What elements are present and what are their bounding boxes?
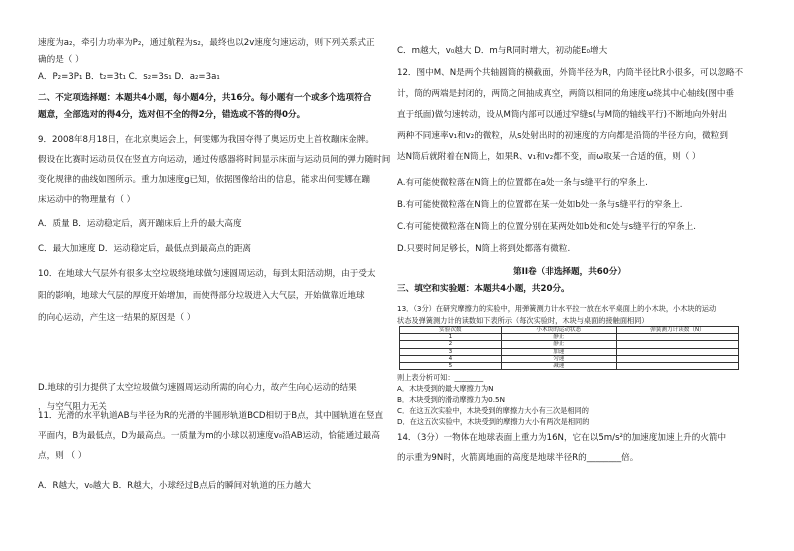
table-cell: 静止 xyxy=(501,341,616,348)
q8-text-line: 确的是（ ） xyxy=(38,55,84,65)
table-cell: 1 xyxy=(400,334,502,341)
table-cell: 5 xyxy=(400,363,502,370)
table-header-cell: 实验次数 xyxy=(400,327,502,334)
q12-text-line: 计，筒的两端是封闭的，两筒之间抽成真空，两筒以相同的角速度ω绕其中心轴线(图中垂 xyxy=(397,89,735,99)
q11-text-line: 平面内，B为最低点，D为最高点。一质量为m的小球以初速度v₀沿AB运动，恰能通过最高 xyxy=(38,431,380,441)
table-row xyxy=(400,341,739,348)
table-cell xyxy=(616,334,738,341)
q14-text-line: 14．（3分）一物体在地球表面上重力为16N，它在以5m/s²的加速度加速上升的火箭中 xyxy=(397,433,727,443)
q10-text-line: 的向心运动，产生这一结果的原因是（ ） xyxy=(38,313,196,323)
q9-text-line: 假设在比赛时运动员仅在竖直方向运动，通过传感器将时间显示床面与运动员间的弹力随时间 xyxy=(38,155,391,165)
q8-text-line: 速度为a₂，牵引力功率为P₂，通过航程为s₂，最终也以2v速度匀速运动，则下列关系式正 xyxy=(38,38,375,48)
table-cell: 静止 xyxy=(501,334,616,341)
table-cell xyxy=(616,363,738,370)
q12-option-a: A.有可能使微粒落在N筒上的位置都在a处一条与s缝平行的窄条上. xyxy=(397,178,648,188)
q11-option-cd: C．m越大，v₀越大 D．m与R同时增大，初动能E₀增大 xyxy=(397,46,608,56)
q12-text-line: 12．图中M、N是两个共轴圆筒的横截面，外筒半径为R，内筒半径比R小很多，可以忽略不 xyxy=(397,68,744,78)
q10-text-line: 10．在地球大气层外有很多太空垃圾绕地球做匀速圆周运动，每到太阳活动期，由于受太 xyxy=(38,269,376,279)
table-row xyxy=(400,348,739,355)
table-cell xyxy=(616,355,738,362)
q13-text-line: 13．（3分）在研究摩擦力的实验中，用弹簧测力计水平拉一放在水平桌面上的小木块，小木块的运动 xyxy=(397,304,717,313)
table-cell: 减速 xyxy=(501,363,616,370)
table-cell: 匀速 xyxy=(501,355,616,362)
q11-text-line: 11．光滑的水平轨道AB与半径为R的光滑的半圆形轨道BCD相切于B点，其中圆轨道在竖直 xyxy=(38,411,384,421)
table-header-cell: 小木块的运动状态 xyxy=(501,327,616,334)
q12-text-line: 直于纸面)做匀速转动，设从M筒内部可以通过窄缝s(与M筒的轴线平行)不断地向外射出 xyxy=(397,110,728,120)
table-header-row xyxy=(400,327,739,334)
section-2-heading: 二、不定项选择题：本题共4小题，每小题4分，共16分。每小题有一个或多个选项符合 xyxy=(38,93,372,103)
table-cell xyxy=(616,341,738,348)
q11-option-ab: A．R越大，v₀越大 B．R越大，小球经过B点后的瞬间对轨道的压力越大 xyxy=(38,481,311,491)
q11-text-line: 点，则 （ ） xyxy=(38,451,87,461)
table-cell: 4 xyxy=(400,355,502,362)
section-2-heading: 题意，全部选对的得4分，选对但不全的得2分，错选或不答的得0分。 xyxy=(38,110,306,120)
q13-analysis-prompt: 则上表分析可知：________ xyxy=(397,373,484,382)
q9-text-line: 变化规律的曲线如图所示。重力加速度g已知，依据图像给出的信息，能求出何雯娜在蹦 xyxy=(38,175,371,185)
q13-option-b: B．木块受到的滑动摩擦力为0.5N xyxy=(397,395,505,404)
q9-text-line: 床运动中的物理量有（ ） xyxy=(38,195,136,205)
q14-text-line: 的示重为9N时，火箭离地面的高度是地球半径R的________倍。 xyxy=(397,453,639,463)
q12-text-line: 两种不同速率v₁和v₂的微粒，从s处射出时的初速度的方向都是沿筒的半径方向，微粒到 xyxy=(397,131,728,141)
section-3-heading: 三、填空和实验题：本题共4小题，共20分。 xyxy=(397,284,570,294)
table-row xyxy=(400,363,739,370)
q13-text-line: 状态及弹簧测力计的读数如下表所示（每次实验时，木块与桌面的接触面相同） xyxy=(397,316,649,325)
q12-option-d: D.只要时间足够长，N筒上将到处都落有微粒. xyxy=(397,244,571,254)
q8-options: A．P₂=3P₁ B．t₂=3t₁ C．s₂=3s₁ D．a₂=3a₁ xyxy=(38,72,220,82)
friction-data-table xyxy=(399,326,739,370)
q9-option-ab: A．质量 B．运动稳定后，离开蹦床后上升的最大高度 xyxy=(38,219,242,229)
part-2-title: 第II卷（非选择题，共60分） xyxy=(513,267,626,277)
table-cell: 加速 xyxy=(501,348,616,355)
table-row xyxy=(400,334,739,341)
q13-option-d: D．在这五次实验中，木块受到的摩擦力大小有两次是相同的 xyxy=(397,417,590,426)
table-header-cell: 弹簧测力计读数（N） xyxy=(616,327,738,334)
q9-text-line: 9．2008年8月18日，在北京奥运会上，何雯娜为我国夺得了奥运历史上首枚蹦床金牌。 xyxy=(38,135,374,145)
table-cell: 2 xyxy=(400,341,502,348)
q13-option-c: C．在这五次实验中，木块受到的摩擦力大小有三次是相同的 xyxy=(397,406,589,415)
q10-option-d: ，与空气阻力无关 xyxy=(38,402,107,412)
q12-option-b: B.有可能使微粒落在N筒上的位置都在某一处如b处一条与s缝平行的窄条上. xyxy=(397,200,683,210)
q12-option-c: C.有可能使微粒落在N筒上的位置分别在某两处如b处和c处与s缝平行的窄条上. xyxy=(397,222,696,232)
q10-option-d: D.地球的引力提供了太空垃圾做匀速圆周运动所需的向心力，故产生向心运动的结果 xyxy=(38,383,357,393)
q12-text-line: 达N筒后就附着在N筒上，如果R、v₁和v₂都不变，而ω取某一合适的值，则（ ） xyxy=(397,152,701,162)
table-cell xyxy=(616,348,738,355)
table-cell: 3 xyxy=(400,348,502,355)
q10-text-line: 阳的影响，地球大气层的厚度开始增加，而使得部分垃圾进入大气层，开始做靠近地球 xyxy=(38,291,365,301)
q13-option-a: A．木块受到的最大摩擦力为N xyxy=(397,384,494,393)
table-row xyxy=(400,355,739,362)
q9-option-cd: C．最大加速度 D．运动稳定后，最低点到最高点的距离 xyxy=(38,244,252,254)
